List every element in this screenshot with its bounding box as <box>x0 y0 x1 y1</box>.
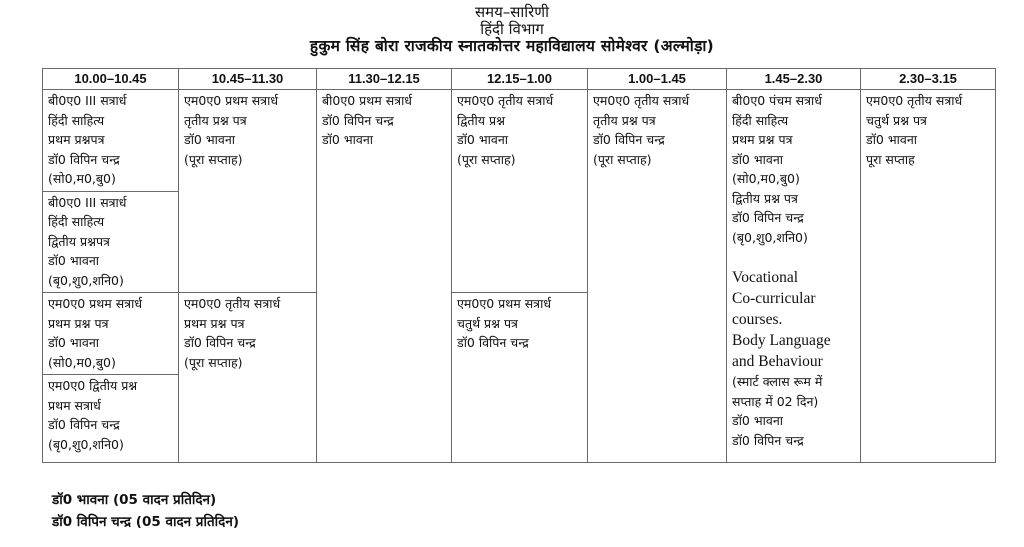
cell-line: डॉ0 विपिन चन्द्र <box>457 335 529 350</box>
time-slot-header: 11.30–12.15 <box>317 69 452 90</box>
cell-line: (पूरा सप्ताह) <box>457 151 516 167</box>
department-name: हिंदी विभाग <box>480 20 544 38</box>
cell-line: डॉ0 विपिन चन्द्र <box>322 112 394 128</box>
cell-line: (सो0,म0,बु0) <box>732 171 800 186</box>
cell-line: हिंदी साहित्य <box>48 214 105 229</box>
class-cell <box>452 90 588 293</box>
cell-line: Vocational <box>732 269 799 286</box>
cell-line: (बृ0,शु0,शनि0) <box>48 272 124 288</box>
cell-line: डॉ0 भावना <box>732 151 784 167</box>
cell-line: प्रथम सत्रार्ध <box>48 397 101 413</box>
cell-line: एम0ए0 प्रथम सत्रार्ध <box>184 93 279 108</box>
cell-line: सप्ताह में 02 दिन) <box>732 393 819 409</box>
cell-line: एम0ए0 तृतीय सत्रार्ध <box>593 93 690 108</box>
time-slot-header: 10.00–10.45 <box>43 69 179 90</box>
cell-line: (सो0,म0,बु0) <box>48 171 116 186</box>
cell-line: डॉ0 भावना <box>184 132 236 147</box>
class-cell <box>317 90 452 463</box>
cell-line: डॉ0 विपिन चन्द्र <box>732 210 804 225</box>
cell-line: प्रथम प्रश्न पत्र <box>48 315 109 331</box>
cell-line: (बृ0,शु0,शनि0) <box>48 436 124 452</box>
faculty-load-line: डॉ0 भावना (05 वादन प्रतिदिन) <box>52 492 217 508</box>
cell-line: एम0ए0 तृतीय सत्रार्ध <box>184 296 281 311</box>
cell-line: द्वितीय प्रश्न <box>457 112 505 128</box>
cell-line: डॉ0 भावना <box>457 132 509 147</box>
cell-line: Co-curricular <box>732 290 816 307</box>
time-slot-header: 1.45–2.30 <box>727 69 861 90</box>
cell-line: डॉ0 भावना <box>48 253 100 268</box>
cell-line: डॉ0 विपिन चन्द्र <box>184 335 256 350</box>
cell-line: (पूरा सप्ताह) <box>184 151 243 167</box>
class-cell <box>588 90 727 463</box>
cell-line: डॉ0 विपिन चन्द्र <box>48 151 120 167</box>
class-cell <box>43 191 179 293</box>
cell-line: and Behaviour <box>732 353 823 370</box>
class-cell <box>861 90 996 463</box>
class-cell <box>43 375 179 463</box>
cell-line: (पूरा सप्ताह) <box>593 151 652 167</box>
document-title: समय–सारिणी <box>474 3 550 21</box>
cell-line: बी0ए0 III सत्रार्ध <box>48 93 127 108</box>
college-name: हुकुम सिंह बोरा राजकीय स्नातकोत्तर महाविद्यालय सोमेश्वर (अल्मोड़ा) <box>309 37 715 55</box>
cell-line: बी0ए0 प्रथम सत्रार्ध <box>322 93 412 108</box>
cell-line: Body Language <box>732 332 831 349</box>
spacer <box>732 247 855 267</box>
faculty-load-line: डॉ0 विपिन चन्द्र (05 वादन प्रतिदिन) <box>52 514 240 530</box>
cell-line: हिंदी साहित्य <box>48 112 105 128</box>
cell-line: डॉ0 विपिन चन्द्र <box>593 132 665 147</box>
time-slot-header: 2.30–3.15 <box>861 69 996 90</box>
cell-line: हिंदी साहित्य <box>732 112 789 128</box>
cell-line: द्वितीय प्रश्नपत्र <box>48 233 110 249</box>
time-slot-header: 10.45–11.30 <box>179 69 317 90</box>
cell-line: courses. <box>732 311 783 328</box>
time-slot-header: 12.15–1.00 <box>452 69 588 90</box>
class-cell <box>179 293 317 463</box>
cell-line: एम0ए0 तृतीय सत्रार्ध <box>457 93 554 108</box>
cell-line: (सो0,म0,बु0) <box>48 354 116 370</box>
cell-line: डॉ0 विपिन चन्द्र <box>48 417 120 432</box>
cell-line: द्वितीय प्रश्न पत्र <box>732 190 798 206</box>
cell-line: तृतीय प्रश्न पत्र <box>184 112 247 128</box>
cell-line: चतुर्थ प्रश्न पत्र <box>457 315 518 331</box>
cell-line: प्रथम प्रश्नपत्र <box>48 132 105 147</box>
faculty-summary <box>52 489 239 533</box>
cell-line: एम0ए0 प्रथम सत्रार्ध <box>457 296 552 311</box>
cell-line: एम0ए0 तृतीय सत्रार्ध <box>866 93 963 108</box>
header-row <box>43 69 996 90</box>
timetable <box>42 68 996 463</box>
class-cell <box>43 293 179 375</box>
class-cell <box>179 90 317 293</box>
time-slot-header: 1.00–1.45 <box>588 69 727 90</box>
class-cell <box>452 293 588 463</box>
cell-line: डॉ0 भावना <box>866 132 918 147</box>
cell-line: (पूरा सप्ताह) <box>184 354 243 370</box>
cell-line: बी0ए0 पंचम सत्रार्ध <box>732 93 822 108</box>
class-cell <box>43 90 179 192</box>
cell-line: डॉ0 भावना <box>322 132 374 147</box>
cell-line: एम0ए0 द्वितीय प्रश्न <box>48 378 138 393</box>
cell-line: तृतीय प्रश्न पत्र <box>593 112 656 128</box>
cell-line: पूरा सप्ताह <box>866 151 915 167</box>
cell-line: बी0ए0 III सत्रार्ध <box>48 194 127 210</box>
cell-line: डॉ0 विपिन चन्द्र <box>732 432 804 448</box>
cell-line: (बृ0,शु0,शनि0) <box>732 229 808 245</box>
cell-line: डॉ0 भावना <box>732 413 784 428</box>
cell-line: डॉ0 भावना <box>48 335 100 350</box>
cell-line: एम0ए0 प्रथम सत्रार्ध <box>48 296 143 311</box>
cell-line: प्रथम प्रश्न पत्र <box>184 315 245 331</box>
document-header <box>0 2 1024 56</box>
cell-line: प्रथम प्रश्न पत्र <box>732 132 793 147</box>
cell-line: (स्मार्ट क्लास रूम में <box>732 374 823 389</box>
class-cell <box>727 90 861 463</box>
cell-line: चतुर्थ प्रश्न पत्र <box>866 112 927 128</box>
